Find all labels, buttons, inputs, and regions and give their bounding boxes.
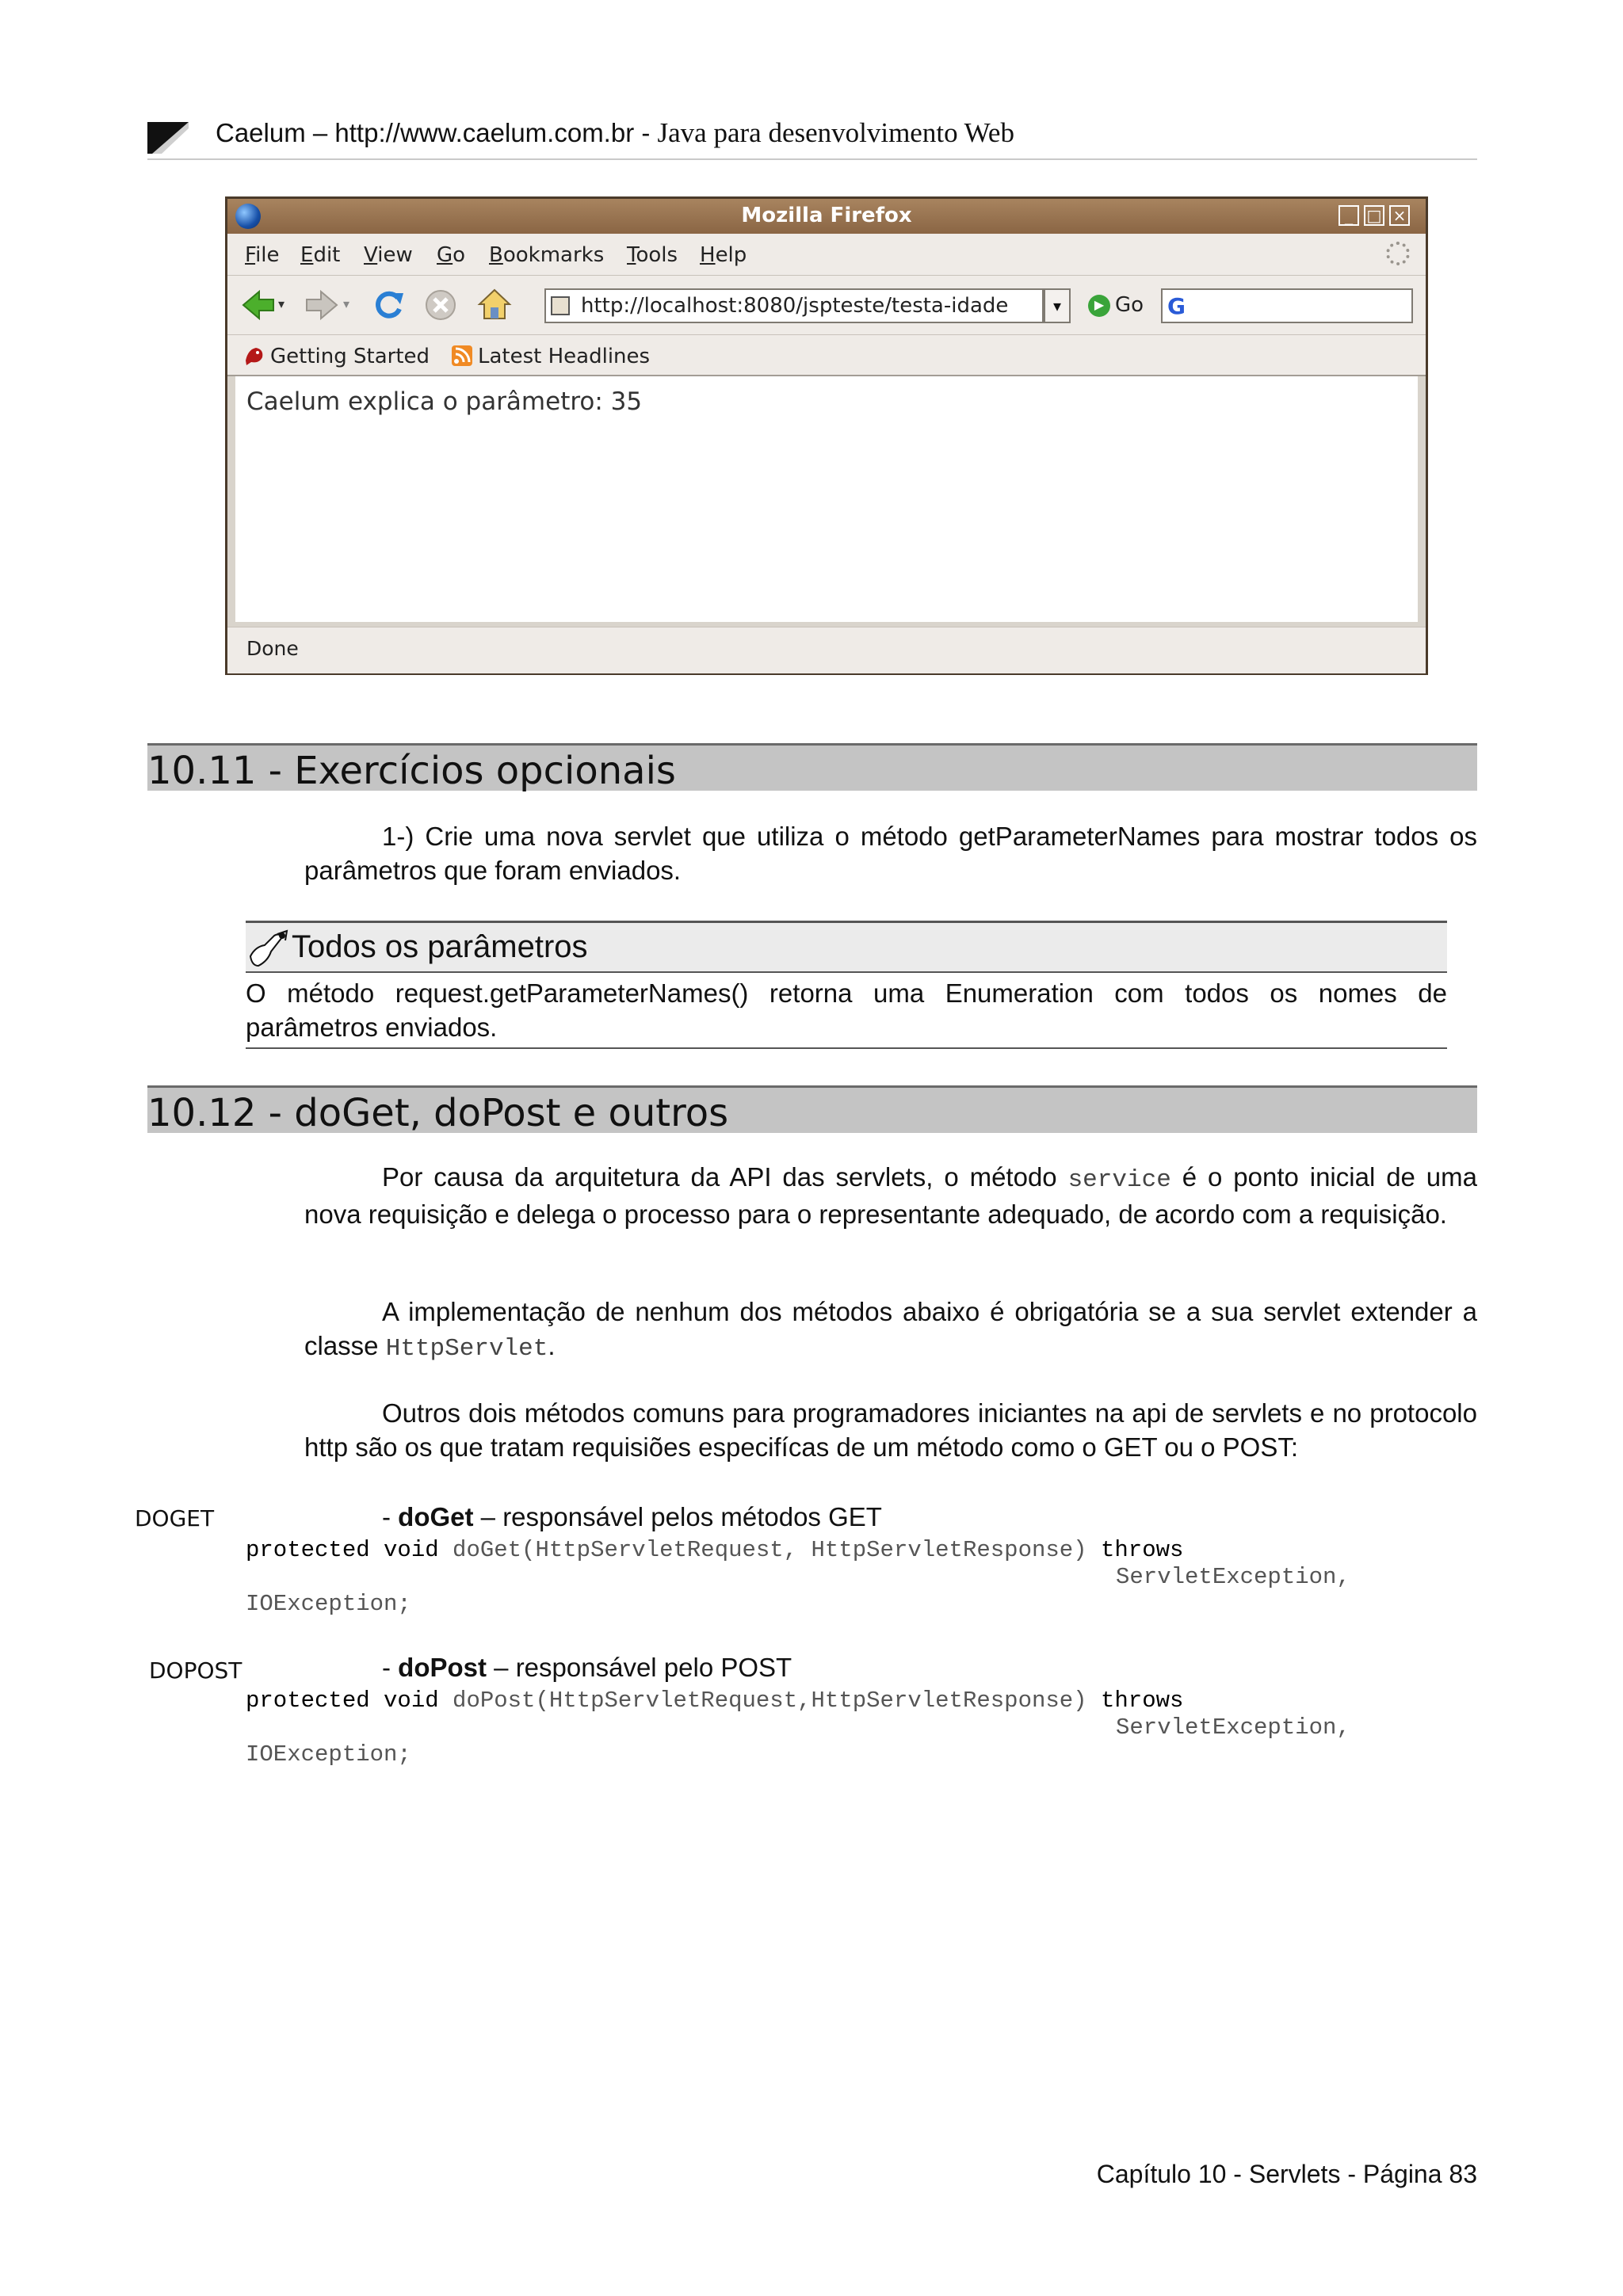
tip-title: Todos os parâmetros: [292, 929, 588, 964]
menu-view[interactable]: View: [364, 243, 413, 267]
menu-edit[interactable]: Edit: [300, 243, 341, 267]
menu-bar: [227, 234, 1426, 276]
header-sans: Caelum – http://www.caelum.com.br -: [216, 118, 658, 147]
bookmarks-toolbar: [227, 335, 1426, 376]
paragraph-get-post: Outros dois métodos comuns para programadores iniciantes na api de servlets e no protocolo http são os que tratam requisiões especifícas de um método como o GET ou o POST:: [304, 1398, 1477, 1462]
page-header: [147, 114, 1477, 160]
section-heading-10-11: [147, 743, 1477, 791]
bookmark-getting-started[interactable]: Getting Started: [270, 345, 430, 368]
paragraph-httpservlet: A implementação de nenhum dos métodos abaixo é obrigatória se a sua servlet extender a classe HttpServlet.: [304, 1297, 1477, 1363]
rss-feed-icon: [451, 345, 473, 367]
forward-icon[interactable]: [304, 287, 340, 323]
section-title: 10.12 - doGet, doPost e outros: [147, 1091, 729, 1135]
header-text: [216, 117, 1014, 149]
getting-started-icon: [243, 345, 265, 367]
menu-tools[interactable]: Tools: [627, 243, 678, 267]
inline-code-service: service: [1067, 1166, 1171, 1194]
minimize-icon[interactable]: _: [1338, 205, 1359, 226]
dopost-code-line-2: ServletException,: [1116, 1714, 1350, 1741]
navigation-toolbar: [227, 276, 1426, 335]
url-input[interactable]: [544, 288, 1044, 323]
reload-icon[interactable]: [370, 287, 407, 323]
dopost-name: doPost: [398, 1653, 487, 1682]
status-bar: [227, 627, 1426, 673]
section-heading-10-12: [147, 1085, 1477, 1133]
paragraph-service: Por causa da arquitetura da API das servlets, o método service é o ponto inicial de uma nova requisição e delega o processo para o representante adequado, de acordo com a requisição.: [304, 1162, 1478, 1229]
back-dropdown-icon[interactable]: ▾: [278, 298, 285, 311]
window-titlebar: [227, 199, 1426, 234]
home-icon[interactable]: [476, 287, 513, 323]
tip-header: [246, 921, 1447, 973]
exercise-paragraph: 1-) Crie uma nova servlet que utiliza o método getParameterNames para mostrar todos os parâmetros que foram enviados.: [304, 822, 1477, 885]
doget-code-line-1: protected void doGet(HttpServletRequest, HttpServletResponse) throws: [246, 1537, 1184, 1563]
browser-screenshot: [225, 196, 1428, 675]
section-title: 10.11 - Exercícios opcionais: [147, 749, 676, 793]
doget-code-line-3: IOException;: [246, 1591, 411, 1617]
window-title: Mozilla Firefox: [741, 204, 912, 227]
menu-go[interactable]: Go: [437, 243, 466, 267]
maximize-icon[interactable]: □: [1364, 205, 1384, 226]
browser-content: [235, 376, 1418, 622]
dopost-code-line-1: protected void doPost(HttpServletRequest,HttpServletResponse) throws: [246, 1688, 1184, 1714]
bookmark-latest-headlines[interactable]: Latest Headlines: [478, 345, 651, 368]
tip-box: [246, 921, 1447, 1051]
doget-heading: - doGet – responsável pelos métodos GET: [382, 1502, 882, 1531]
margin-label-dopost: DOPOST: [149, 1657, 242, 1684]
caelum-logo-icon: [147, 122, 189, 154]
header-serif: Java para desenvolvimento Web: [657, 117, 1014, 148]
status-text: Done: [246, 637, 299, 660]
url-text: http://localhost:8080/jspteste/testa-idade: [581, 294, 1009, 318]
stop-icon[interactable]: [422, 287, 459, 323]
search-input[interactable]: [1161, 288, 1413, 323]
doget-name: doGet: [398, 1502, 474, 1531]
dopost-code-line-3: IOException;: [246, 1741, 411, 1768]
tip-body: O método request.getParameterNames() retorna uma Enumeration com todos os nomes de parâmetros enviados.: [246, 978, 1447, 1042]
url-dropdown-icon[interactable]: ▾: [1044, 288, 1071, 323]
margin-label-doget: DOGET: [135, 1505, 215, 1531]
inline-code-httpservlet: HttpServlet: [385, 1335, 548, 1363]
search-engine-icon[interactable]: G: [1167, 293, 1186, 319]
writing-hand-icon: [247, 929, 292, 969]
go-icon[interactable]: ▶: [1088, 295, 1110, 317]
doget-code-line-2: ServletException,: [1116, 1564, 1350, 1590]
menu-file[interactable]: File: [245, 243, 280, 267]
close-icon[interactable]: ×: [1389, 205, 1410, 226]
go-button[interactable]: Go: [1115, 293, 1144, 317]
menu-bookmarks[interactable]: Bookmarks: [489, 243, 605, 267]
page-content-text: Caelum explica o parâmetro: 35: [246, 387, 643, 416]
throbber-icon: [1386, 242, 1410, 265]
back-icon[interactable]: [240, 287, 277, 323]
menu-help[interactable]: Help: [700, 243, 747, 267]
page-favicon-icon: [551, 296, 570, 315]
dopost-heading: - doPost – responsável pelo POST: [382, 1653, 792, 1682]
tip-divider: [246, 1047, 1447, 1049]
page-footer: Capítulo 10 - Servlets - Página 83: [1096, 2160, 1477, 2188]
forward-dropdown-icon[interactable]: ▾: [343, 298, 350, 311]
